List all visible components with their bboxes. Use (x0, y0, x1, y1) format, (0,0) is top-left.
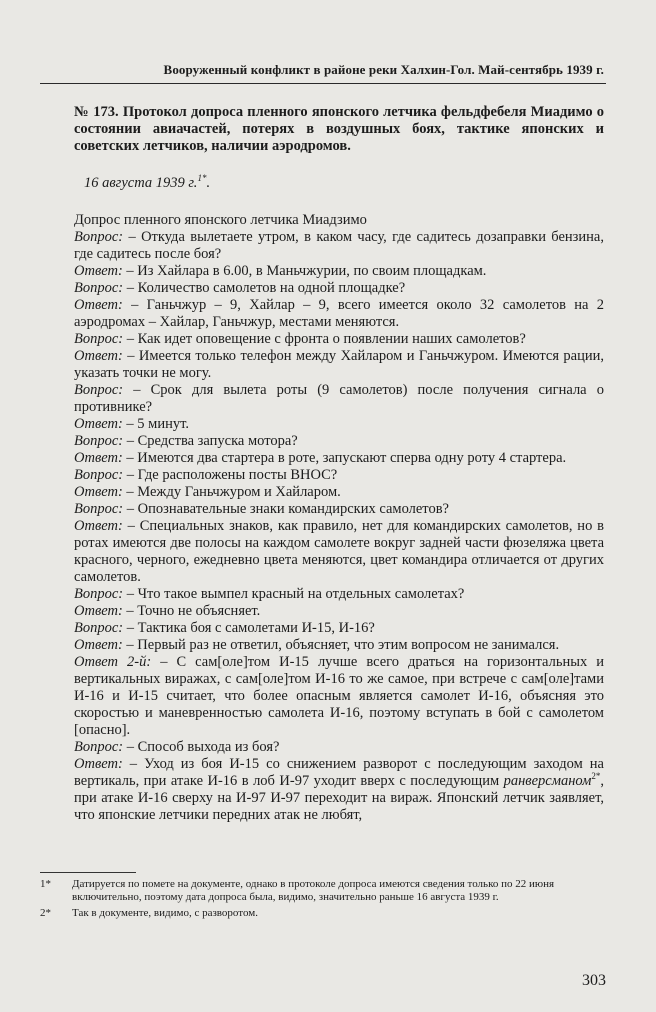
exchange (74, 433, 604, 450)
exchange-text: – Способ выхода из боя? (123, 739, 280, 755)
exchange (74, 739, 604, 756)
exchange-text: – Средства запуска мотора? (123, 433, 298, 449)
interrogation-exchanges (74, 229, 604, 756)
exchange-speaker: Вопрос: (74, 739, 124, 755)
document-title: № 173. Протокол допроса пленного японского летчика фельдфебеля Миадимо о состоянии авиачастей, потерях в воздушных боях, тактике японских и советских летчиков, наличии аэродромов. (74, 104, 604, 154)
exchange-speaker: Вопрос: (74, 586, 124, 602)
date-footnote-mark: 1* (197, 173, 207, 184)
exchange-last (74, 756, 604, 824)
exchange-speaker: Вопрос: (74, 433, 124, 449)
exchange-speaker: Ответ: (74, 484, 123, 500)
exchange-speaker: Вопрос: (74, 620, 124, 636)
exchange (74, 603, 604, 620)
exchange-text: – 5 минут. (122, 416, 189, 432)
exchange-speaker: Ответ: (74, 263, 123, 279)
exchange (74, 450, 604, 467)
footnote (40, 878, 606, 904)
document-date: 16 августа 1939 г.$^{1*}$. (84, 173, 211, 191)
exchange-speaker: Ответ: (74, 416, 123, 432)
exchange (74, 484, 604, 501)
page-number: 303 (582, 972, 606, 989)
exchange (74, 467, 604, 484)
exchange-text: – Точно не объясняет. (122, 603, 261, 619)
interrogation-intro: Допрос пленного японского летчика Миадзимо (74, 212, 367, 228)
exchange-text: – Специальных знаков, как правило, нет для командирских самолетов, но в ротах имеются две полосы на каждом самолете вокруг задней части фюзеляжа цвета красного, черного, ежедневно цвета меняются, цвет командира отличается от других самолетов. (74, 518, 604, 585)
exchange-footnote-mark: 2* (591, 771, 601, 782)
exchange-speaker: Ответ 2-й: (74, 654, 152, 670)
exchange-text: – Имеются два стартера в роте, запускают сперва одну роту 4 стартера. (122, 450, 567, 466)
exchange-text: – Имеется только телефон между Хайларом и Ганьчжуром. Имеются рации, указать точки не могу. (74, 348, 604, 381)
exchange (74, 586, 604, 603)
exchange (74, 654, 604, 739)
date-text: 16 августа 1939 г. (84, 175, 198, 191)
exchange (74, 501, 604, 518)
exchange (74, 382, 604, 416)
exchange-speaker: Вопрос: (74, 229, 124, 245)
running-title: Вооруженный конфликт в районе реки Халхин-Гол. Май-сентябрь 1939 г. (163, 62, 604, 77)
exchange-text: – Откуда вылетаете утром, в каком часу, где садитесь дозаправки бензина, где садитесь после боя? (74, 229, 604, 262)
exchange (74, 280, 604, 297)
exchange-text: – Тактика боя с самолетами И-15, И-16? (123, 620, 375, 636)
footnotes (40, 878, 606, 923)
exchange-text: – Срок для вылета роты (9 самолетов) после получения сигнала о противнике? (74, 382, 604, 415)
exchange-speaker: Ответ: (74, 297, 123, 313)
exchange-text: – Где расположены посты ВНОС? (123, 467, 338, 483)
footnote (40, 907, 606, 920)
exchange-text: – Количество самолетов на одной площадке? (123, 280, 406, 296)
exchange (74, 518, 604, 586)
exchange-text-after: , при атаке И-16 сверху на И-97 И-97 переходит на вираж. Японский летчик заявляет, что японские летчики передних атак не любят, (74, 773, 604, 823)
exchange-speaker: Ответ: (74, 450, 123, 466)
exchange-text: – Из Хайлара в 6.00, в Маньчжурии, по своим площадкам. (122, 263, 487, 279)
exchange (74, 297, 604, 331)
exchange (74, 348, 604, 382)
exchange-text: – Между Ганьчжуром и Хайларом. (122, 484, 341, 500)
exchange-speaker: Ответ: (74, 518, 123, 534)
exchange-speaker: Вопрос: (74, 280, 124, 296)
exchange-speaker: Вопрос: (74, 331, 124, 347)
footnote-divider (40, 872, 136, 873)
exchange-text: – Ганьчжур – 9, Хайлар – 9, всего имеется около 32 самолетов на 2 аэродромах – Хайлар, Ганьчжур, местами меняются. (74, 297, 604, 330)
exchange (74, 331, 604, 348)
document-body (74, 104, 604, 824)
exchange-text-before: – Уход из боя И-15 со снижением разворот с последующим заходом на вертикаль, при атаке И-16 в лоб И-97 уходит вверх с последующим (74, 756, 604, 789)
exchange-speaker: Вопрос: (74, 382, 124, 398)
exchange-text: – Что такое вымпел красный на отдельных самолетах? (123, 586, 465, 602)
footnote-mark: 1* (40, 878, 51, 890)
exchange (74, 637, 604, 654)
exchange (74, 263, 604, 280)
exchange-speaker: Вопрос: (74, 467, 124, 483)
exchange-text: – Первый раз не ответил, объясняет, что этим вопросом не занимался. (122, 637, 560, 653)
exchange-speaker: Вопрос: (74, 501, 124, 517)
exchange-speaker: Ответ: (74, 348, 123, 364)
exchange-text: – Опознавательные знаки командирских самолетов? (123, 501, 449, 517)
exchange-emphasis: ранверсманом (503, 773, 592, 789)
exchange-text: – Как идет оповещение с фронта о появлении наших самолетов? (123, 331, 526, 347)
footnote-text: Датируется по помете на документе, однако в протоколе допроса имеются сведения только по 22 июня включительно, поэтому дата допроса была, видимо, значительно раньше 16 августа 1939 г. (72, 878, 555, 903)
exchange (74, 416, 604, 433)
exchange-text: – С сам[оле]том И-15 лучше всего драться на горизонтальных и вертикальных виражах, с сам[оле]том И-16 то же самое, при встрече с сам[оле]тами И-16 и И-15 считает, что более опасным является самолет И-16, объясняя это скоростью и маневренностью самолета И-16, поэтому вступать в бой с самолетом [опасно]. (74, 654, 604, 738)
footnote-mark: 2* (40, 907, 51, 919)
exchange-speaker: Ответ: (74, 756, 123, 772)
footnote-text: Так в документе, видимо, с разворотом. (72, 907, 258, 919)
exchange-speaker: Ответ: (74, 637, 123, 653)
header-divider (40, 83, 606, 84)
exchange (74, 229, 604, 263)
exchange-speaker: Ответ: (74, 603, 123, 619)
exchange (74, 620, 604, 637)
